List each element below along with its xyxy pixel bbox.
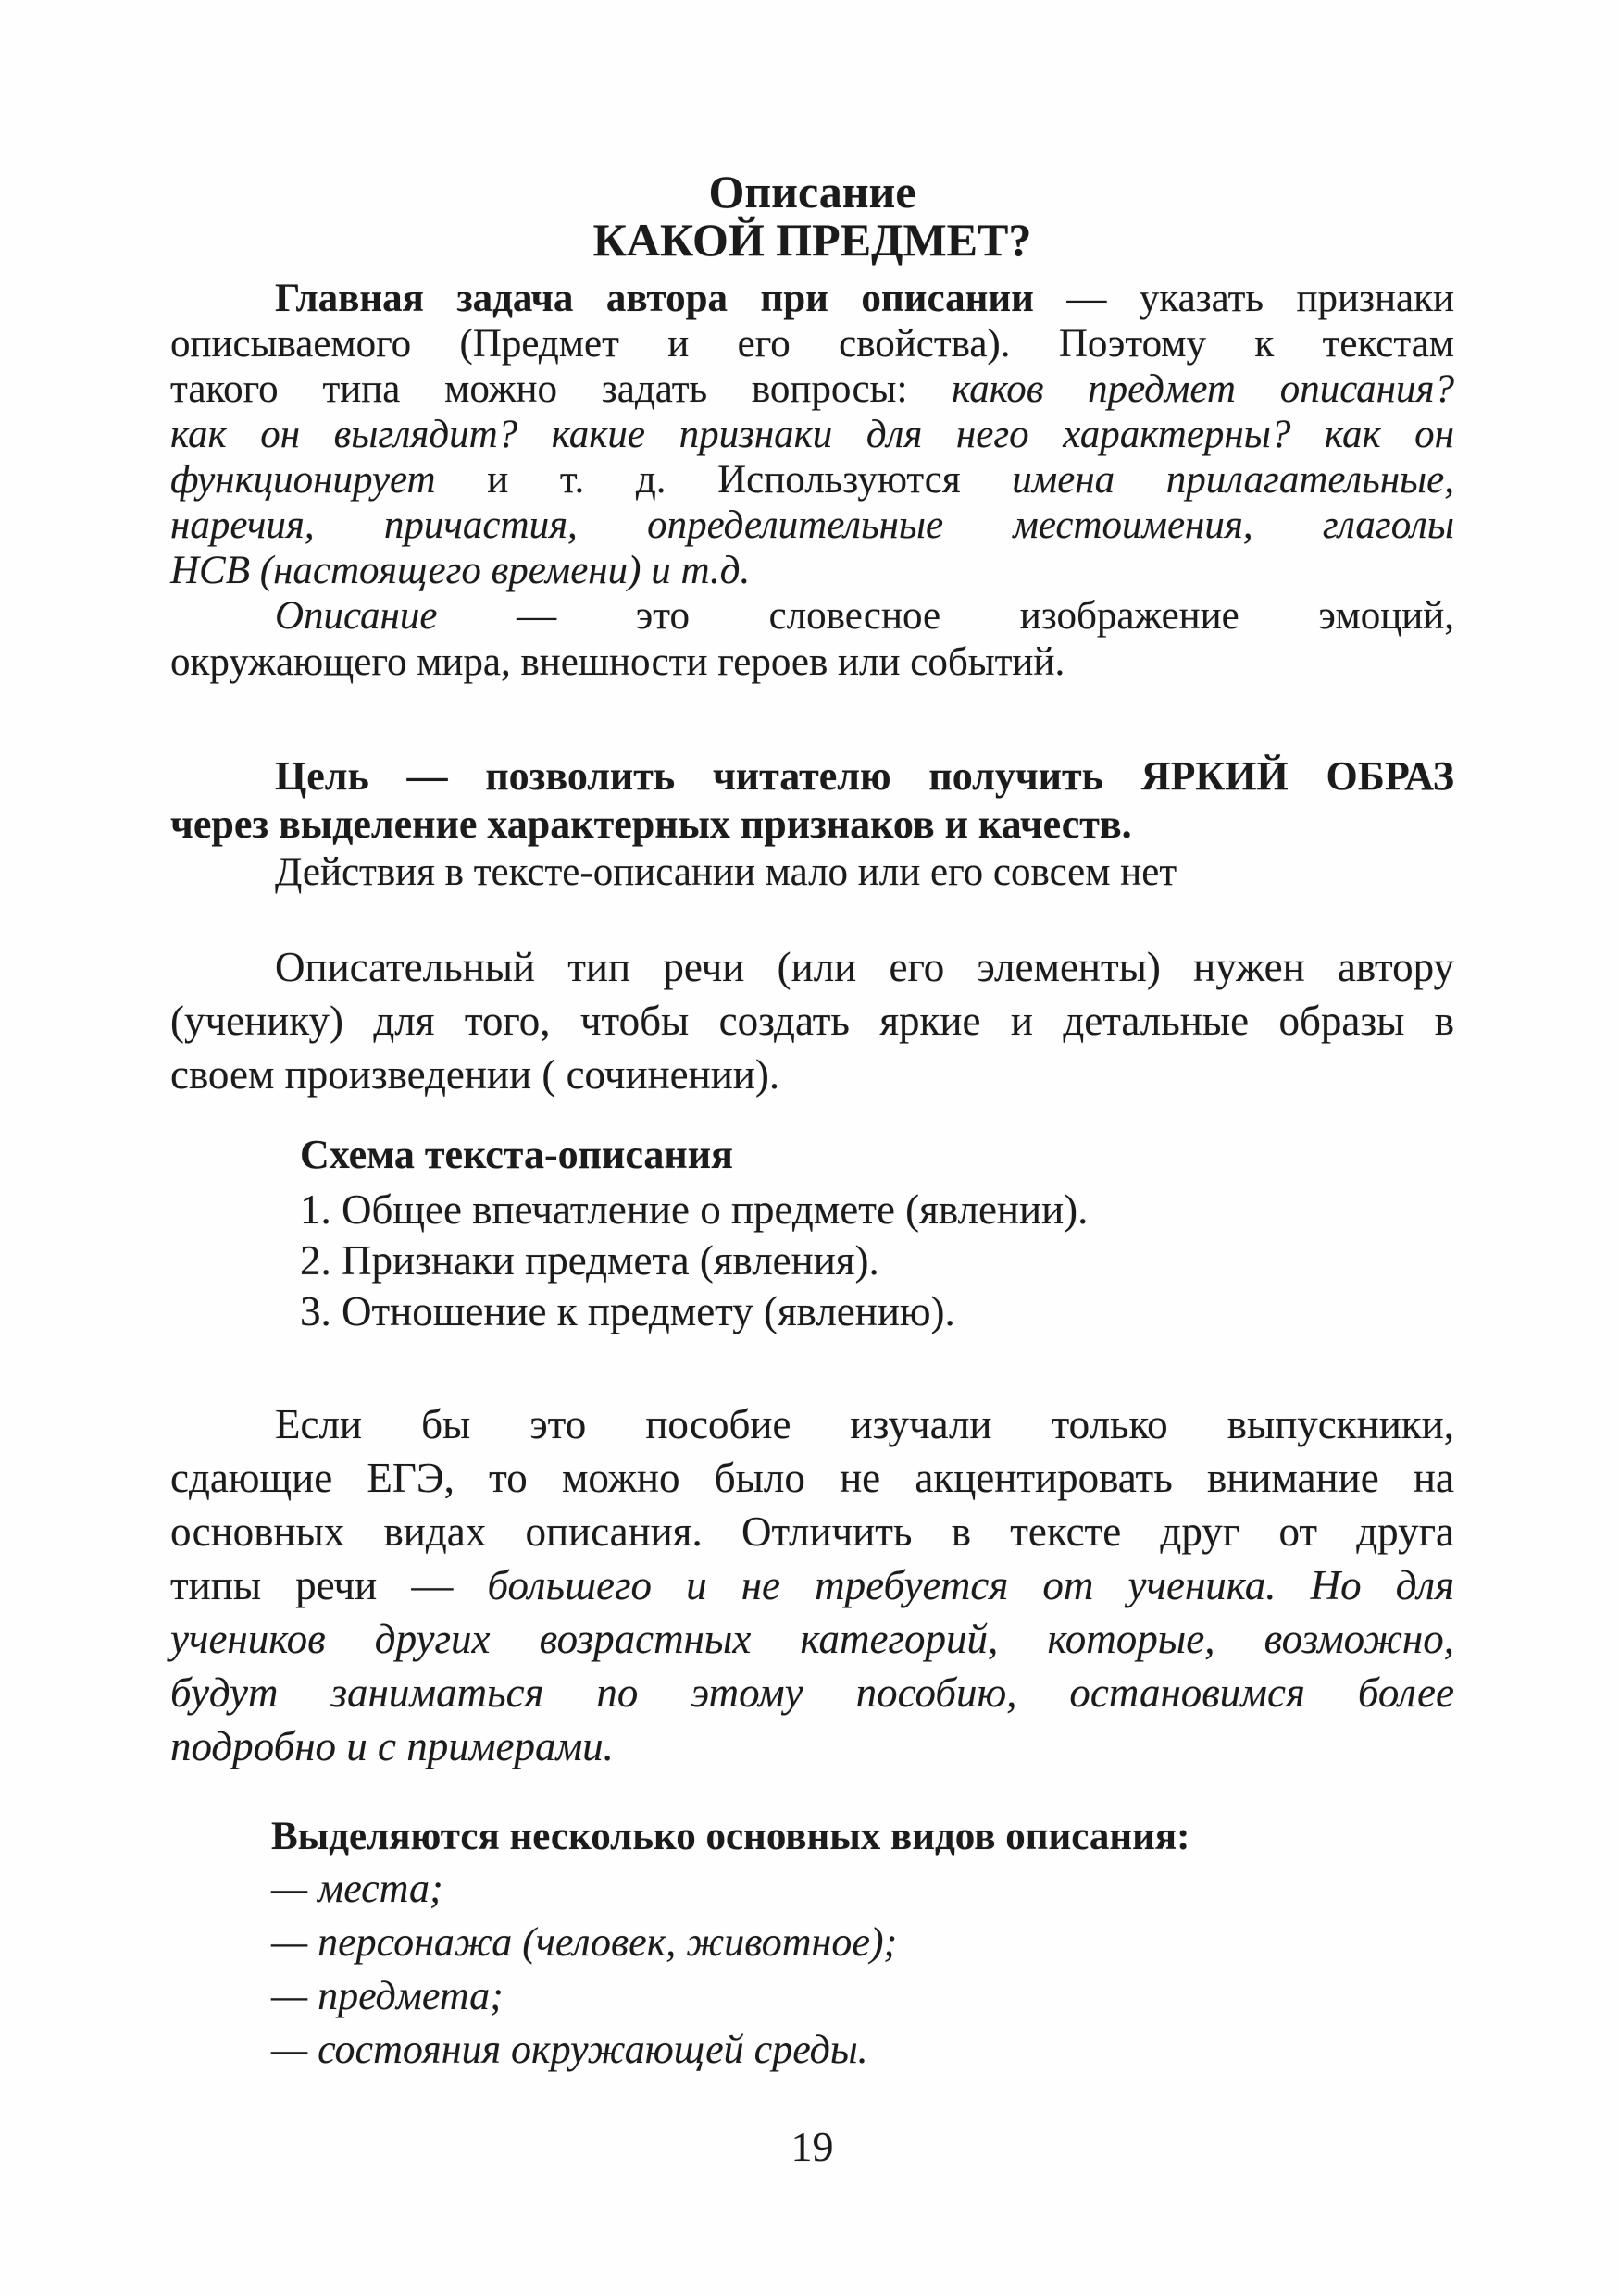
list-item: — состояния окружающей среды. bbox=[271, 2027, 868, 2072]
text-segment: через выделение характерных признаков и качеств. bbox=[170, 801, 1132, 847]
list-schema bbox=[300, 1185, 1454, 1337]
text-segment: сдающие ЕГЭ, то можно было не акцентировать внимание на bbox=[170, 1455, 1454, 1501]
text-segment: Если бы это пособие изучали только выпускники, bbox=[275, 1401, 1454, 1447]
text-segment: и т. д. Используются bbox=[435, 458, 1013, 502]
text-segment: — это словесное изображение эмоций, bbox=[437, 594, 1454, 638]
text-segment: своем произведении ( сочинении). bbox=[170, 1051, 780, 1098]
text-segment: Действия в тексте-описании мало или его совсем нет bbox=[275, 850, 1177, 894]
text-line bbox=[170, 800, 1454, 849]
text-line bbox=[170, 503, 1454, 548]
text-segment: имена прилагательные, bbox=[1012, 458, 1455, 502]
list-item: 2. Признаки предмета (явления). bbox=[300, 1237, 879, 1284]
list-item: — персонажа (человек, животное); bbox=[271, 1919, 898, 1965]
paragraph-main-task bbox=[170, 276, 1454, 593]
text-segment: (ученику) для того, чтобы создать яркие и детальные образы в bbox=[170, 998, 1454, 1044]
list-item: 3. Отношение к предмету (явлению). bbox=[300, 1288, 955, 1334]
list-item: — места; bbox=[271, 1866, 443, 1911]
list-description-kinds bbox=[271, 1862, 1454, 2077]
text-segment: наречия, причастия, определительные местоимения, глаголы bbox=[170, 503, 1454, 547]
text-segment: основных видах описания. Отличить в тексте друг от друга bbox=[170, 1508, 1454, 1555]
text-line bbox=[170, 1505, 1454, 1558]
text-line bbox=[170, 548, 1454, 593]
page-number: 19 bbox=[791, 2123, 834, 2170]
text-segment: Описательный тип речи (или его элементы) нужен автору bbox=[275, 944, 1454, 990]
text-line bbox=[170, 849, 1454, 897]
text-line bbox=[170, 1719, 1454, 1773]
text-line bbox=[170, 412, 1454, 457]
text-segment: большего и не требуется от ученика. Но для bbox=[487, 1562, 1454, 1608]
text-segment: будут заниматься по этому пособию, остановимся более bbox=[170, 1669, 1454, 1716]
paragraph-ege-note bbox=[170, 1397, 1454, 1773]
text-segment: описываемого (Предмет и его свойства). Поэтому к текстам bbox=[170, 322, 1454, 366]
text-segment: НСВ (настоящего времени) и т.д. bbox=[170, 549, 751, 592]
page-titles bbox=[170, 0, 1454, 264]
paragraph-goal bbox=[170, 752, 1454, 849]
text-line bbox=[170, 940, 1454, 994]
text-segment: как он выглядит? какие признаки для него характерны? как он bbox=[170, 413, 1454, 456]
section-title: Описание bbox=[708, 166, 916, 217]
paragraph-description-definition bbox=[170, 593, 1454, 686]
text-segment: учеников других возрастных категорий, которые, возможно, bbox=[170, 1616, 1454, 1662]
paragraph-descriptive-type bbox=[170, 940, 1454, 1101]
heading-description-kinds: Выделяются несколько основных видов описания: bbox=[271, 1815, 1190, 1858]
text-line bbox=[170, 1612, 1454, 1666]
text-line bbox=[170, 752, 1454, 800]
text-segment: Описание bbox=[275, 594, 438, 638]
page-content bbox=[170, 0, 1454, 2171]
text-segment: типы речи — bbox=[170, 1562, 488, 1608]
list-item: — предмета; bbox=[271, 1973, 504, 2018]
text-segment: такого типа можно задать вопросы: bbox=[170, 367, 953, 411]
text-line bbox=[170, 1048, 1454, 1101]
text-segment: функционирует bbox=[170, 458, 436, 502]
text-segment: Главная задача автора при описании bbox=[275, 277, 1067, 320]
section-subtitle: КАКОЙ ПРЕДМЕТ? bbox=[592, 214, 1032, 266]
paragraph-actions-note bbox=[170, 849, 1454, 897]
text-line bbox=[170, 639, 1454, 686]
text-line bbox=[170, 1558, 1454, 1612]
text-line bbox=[170, 321, 1454, 366]
text-line bbox=[170, 1666, 1454, 1719]
text-line bbox=[170, 1451, 1454, 1505]
text-line bbox=[170, 366, 1454, 412]
text-segment: каков предмет описания? bbox=[952, 367, 1454, 411]
text-line bbox=[170, 593, 1454, 639]
text-segment: подробно и с примерами. bbox=[170, 1723, 614, 1769]
heading-schema: Схема текста-описания bbox=[300, 1132, 733, 1177]
text-segment: окружающего мира, внешности героев или событий. bbox=[170, 640, 1065, 684]
text-line bbox=[170, 276, 1454, 321]
text-line bbox=[170, 1397, 1454, 1451]
text-segment: Цель — позволить читателю получить ЯРКИЙ ОБРАЗ bbox=[275, 753, 1454, 799]
list-item: 1. Общее впечатление о предмете (явлении). bbox=[300, 1186, 1089, 1233]
text-line bbox=[170, 457, 1454, 503]
text-segment: — указать признаки bbox=[1066, 277, 1454, 320]
text-line bbox=[170, 994, 1454, 1048]
